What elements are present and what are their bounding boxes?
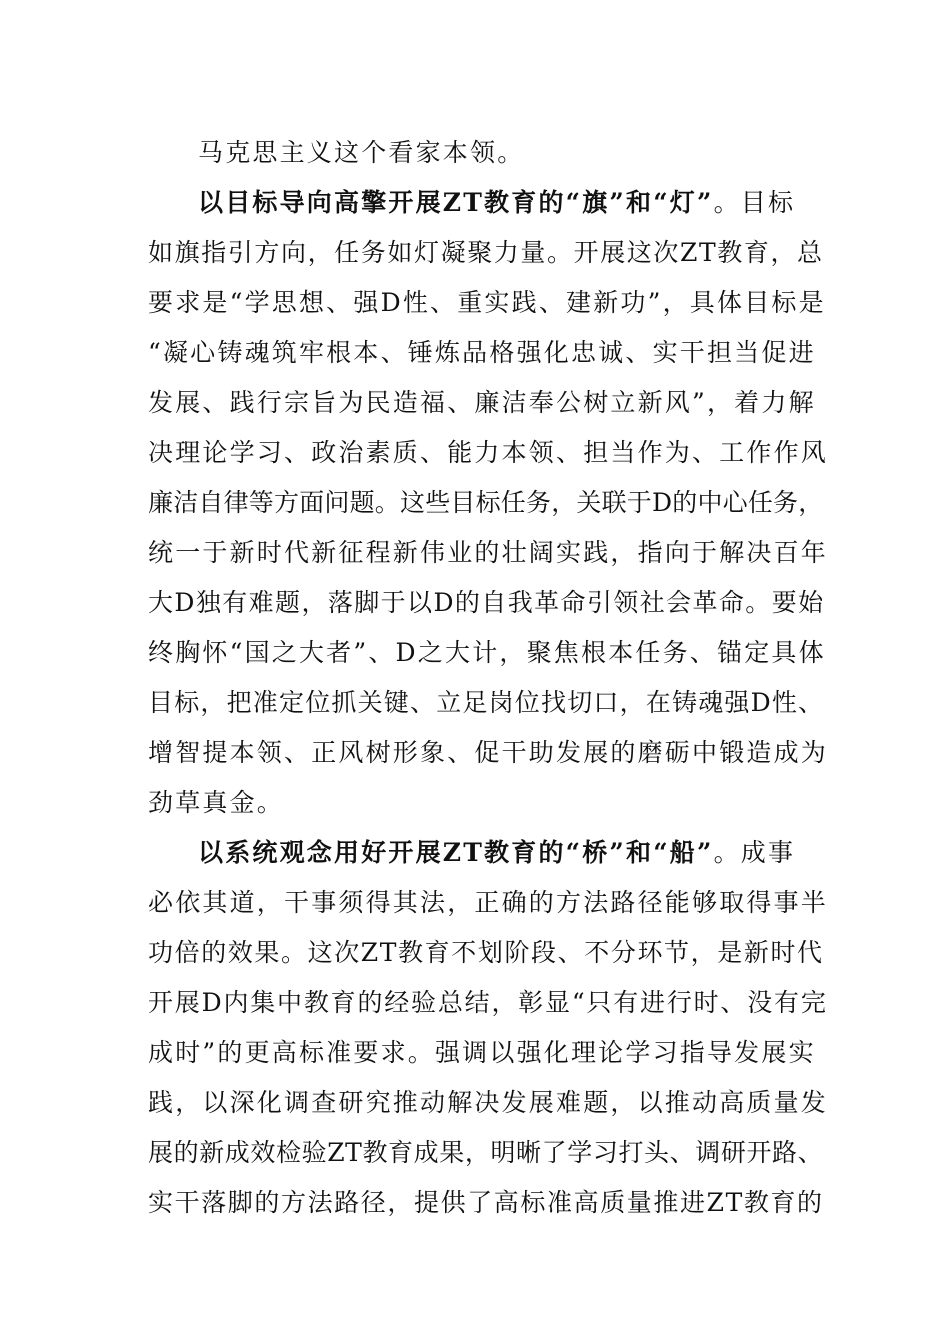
paragraph-line: 劲草真金。: [148, 788, 285, 817]
heading-tail-text: 。目标: [713, 188, 796, 217]
paragraph-line: 必依其道，干事须得其法，正确的方法路径能够取得事半: [148, 888, 829, 917]
section-heading: 以系统观念用好开展ZT教育的“桥”和“船”: [198, 838, 714, 867]
paragraph-line: 决理论学习、政治素质、能力本领、担当作为、工作作风: [148, 438, 829, 467]
paragraph-line: 目标，把准定位抓关键、立足岗位找切口，在铸魂强D性、: [148, 688, 825, 717]
paragraph-line: 要求是“学思想、强D性、重实践、建新功”，具体目标是: [148, 288, 826, 317]
paragraph-line: 统一于新时代新征程新伟业的壮阔实践，指向于解决百年: [148, 538, 829, 567]
paragraph-heading-line: [198, 828, 828, 878]
paragraph-line: 马克思主义这个看家本领。: [198, 138, 525, 167]
paragraph-line: 廉洁自律等方面问题。这些目标任务，关联于D的中心任务，: [148, 488, 824, 517]
paragraph-line: 终胸怀“国之大者”、D之大计，聚焦根本任务、锚定具体: [148, 638, 826, 667]
paragraph-line: 实干落脚的方法路径，提供了高标准高质量推进ZT教育的: [148, 1188, 824, 1217]
paragraph-line: 开展D内集中教育的经验总结，彰显“只有进行时、没有完: [148, 988, 828, 1017]
paragraph-heading-line: [198, 178, 828, 228]
paragraph-line: 展的新成效检验ZT教育成果，明晰了学习打头、调研开路、: [148, 1138, 824, 1167]
paragraph-line: 功倍的效果。这次ZT教育不划阶段、不分环节，是新时代: [148, 938, 824, 967]
paragraph-line: 践，以深化调查研究推动解决发展难题，以推动高质量发: [148, 1088, 829, 1117]
paragraph-line: “凝心铸魂筑牢根本、锤炼品格强化忠诚、实干担当促进: [148, 338, 816, 367]
paragraph-line: 大D独有难题，落脚于以D的自我革命引领社会革命。要始: [148, 588, 825, 617]
paragraph-line: 发展、践行宗旨为民造福、廉洁奉公树立新风”，着力解: [148, 388, 816, 417]
paragraph-line: 如旗指引方向，任务如灯凝聚力量。开展这次ZT教育，总: [148, 238, 824, 267]
section-heading: 以目标导向高擎开展ZT教育的“旗”和“灯”: [198, 188, 714, 217]
heading-tail-text: 。成事: [713, 838, 796, 867]
paragraph-line: 增智提本领、正风树形象、促干助发展的磨砺中锻造成为: [148, 738, 829, 767]
paragraph-line: 成时”的更高标准要求。强调以强化理论学习指导发展实: [148, 1038, 816, 1067]
